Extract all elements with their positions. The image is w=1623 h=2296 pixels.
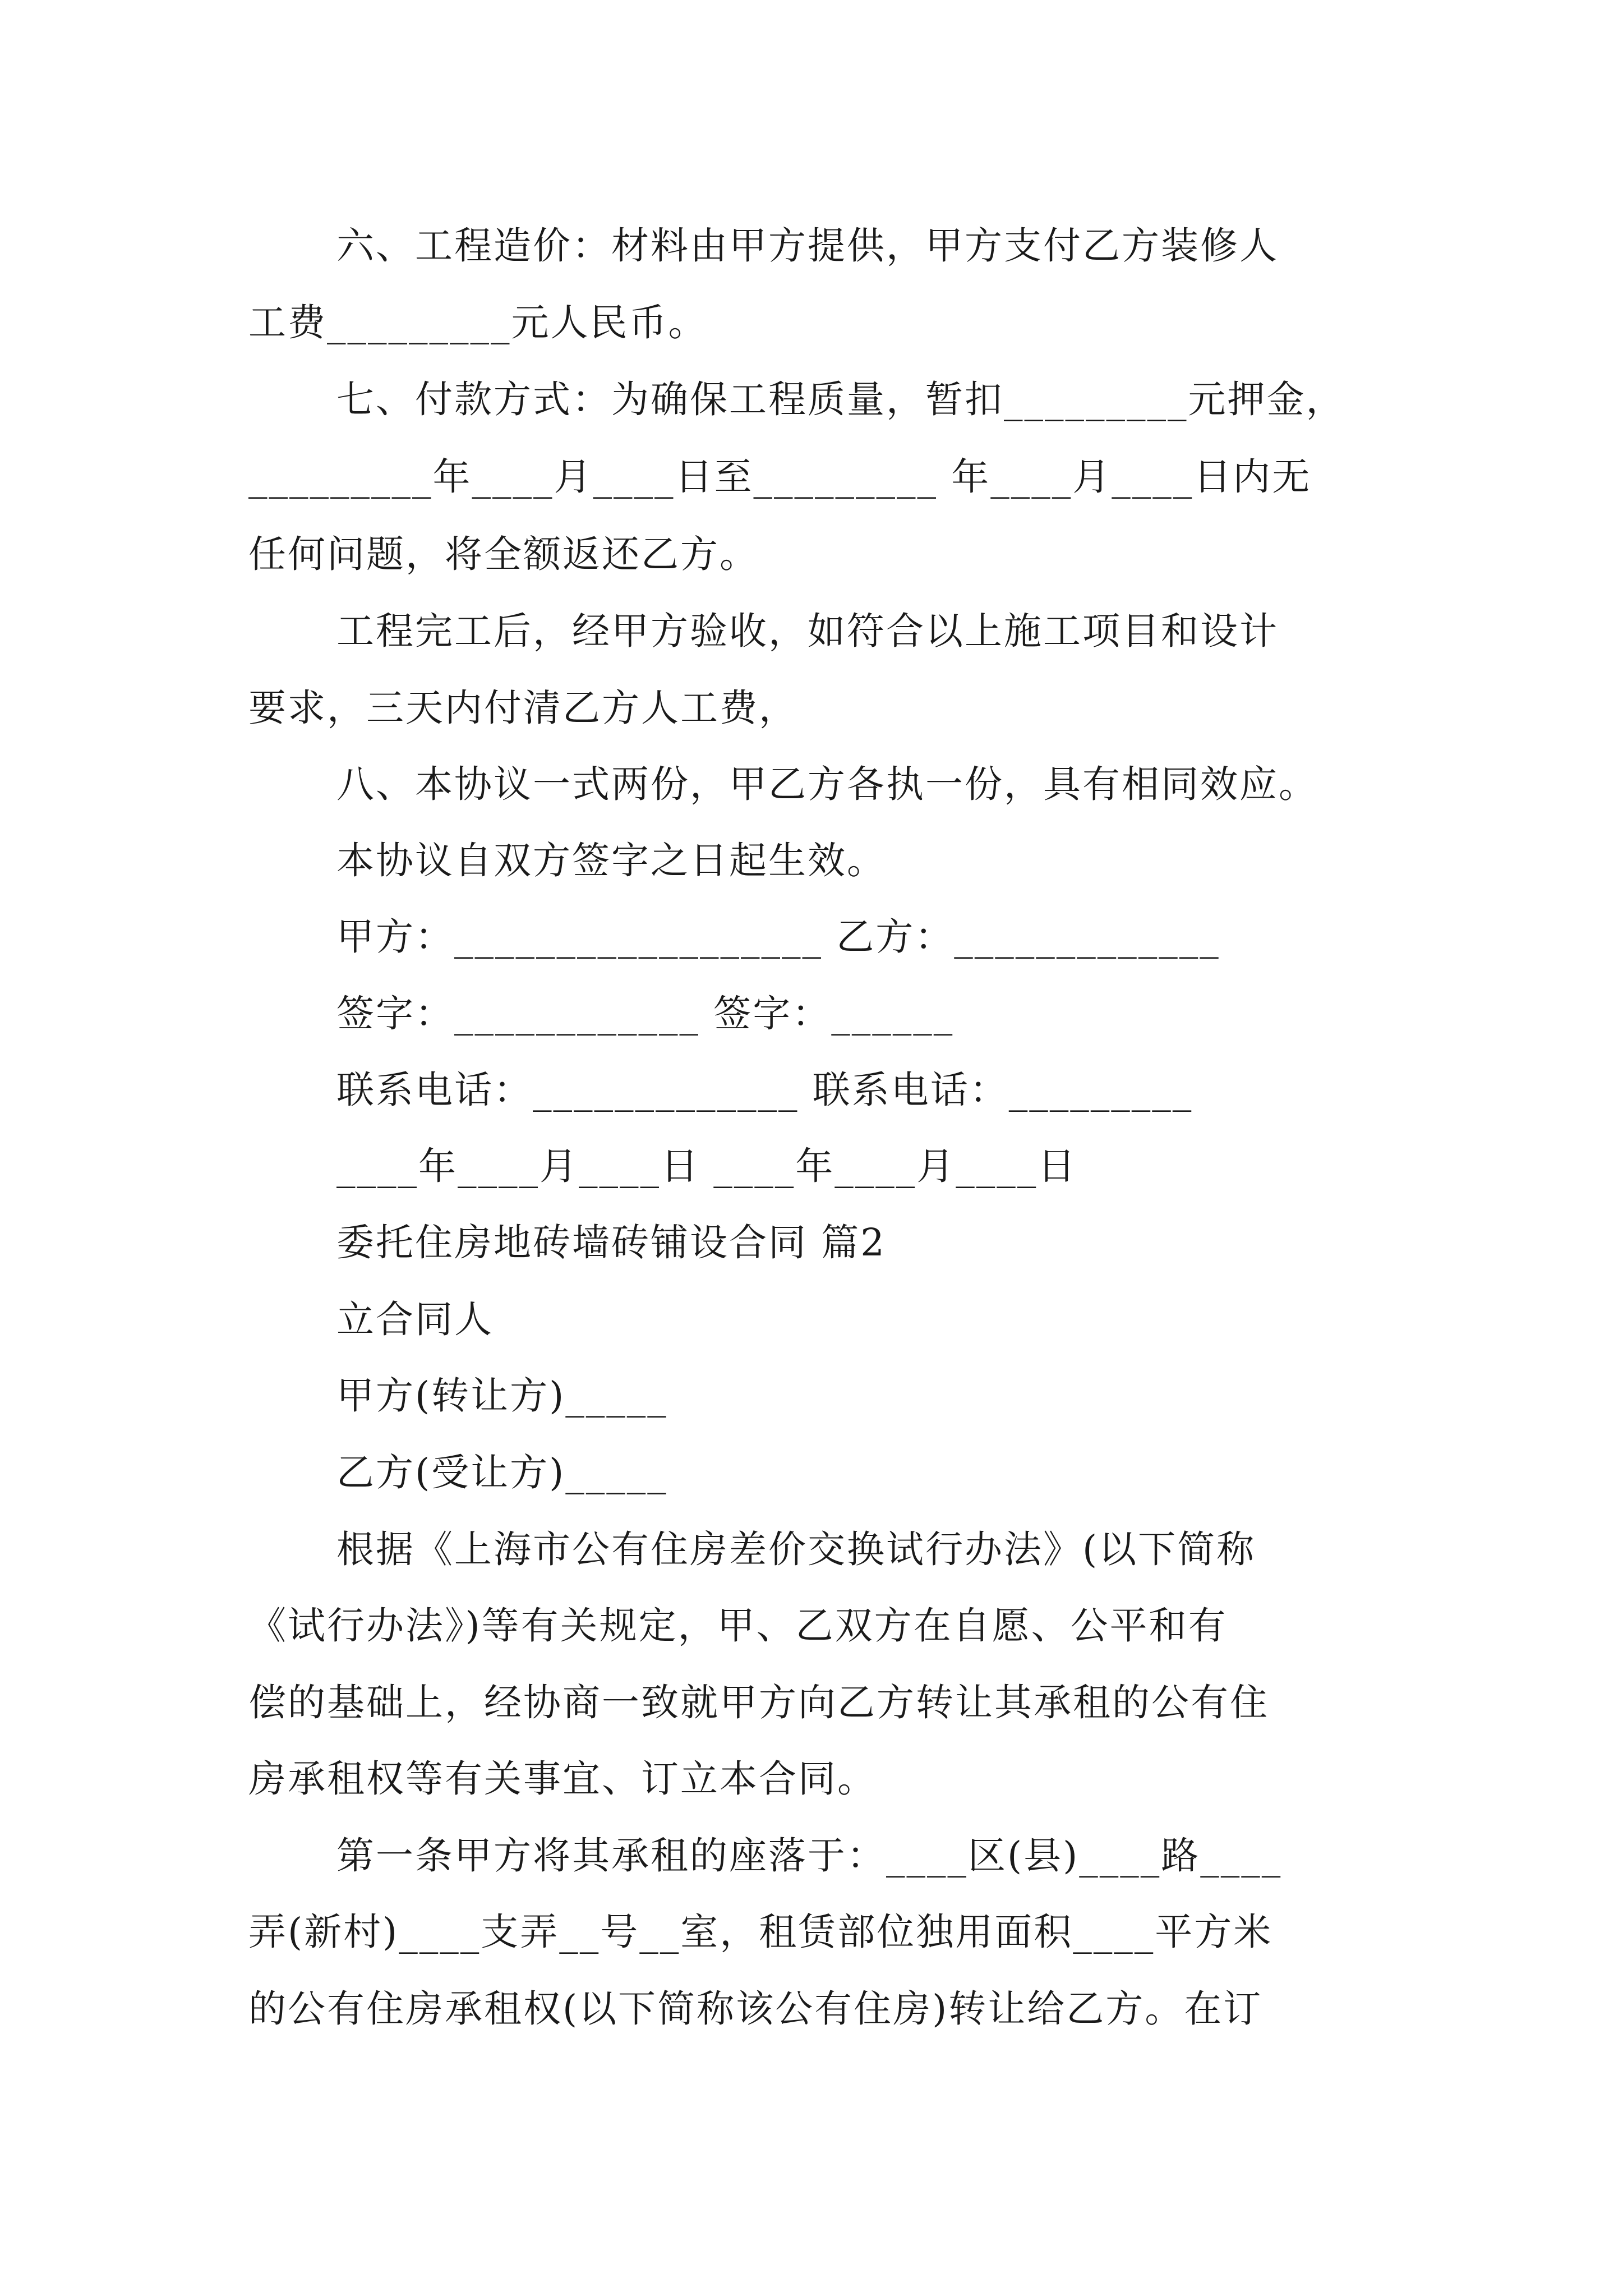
- signature-line: 签字：____________ 签字：______: [336, 992, 955, 1036]
- paragraph-line: 本协议自双方签字之日起生效。: [336, 839, 886, 882]
- paragraph-line: 立合同人: [336, 1297, 494, 1341]
- phone-line: 联系电话：_____________ 联系电话：_________: [336, 1068, 1193, 1112]
- paragraph-line: 《试行办法》)等有关规定，甲、乙双方在自愿、公平和有: [248, 1604, 1228, 1648]
- paragraph-line: 偿的基础上，经协商一致就甲方向乙方转让其承租的公有住: [248, 1681, 1269, 1724]
- paragraph-line: 六、工程造价：材料由甲方提供，甲方支付乙方装修人: [336, 224, 1279, 268]
- section-title: 委托住房地砖墙砖铺设合同 篇2: [336, 1221, 886, 1264]
- paragraph-line: 任何问题，将全额返还乙方。: [248, 532, 759, 576]
- paragraph-line: 八、本协议一式两份，甲乙方各执一份，具有相同效应。: [336, 762, 1318, 806]
- paragraph-line: 七、付款方式：为确保工程质量，暂扣_________元押金，: [336, 378, 1345, 421]
- paragraph-line: 根据《上海市公有住房差价交换试行办法》(以下简称: [336, 1527, 1256, 1571]
- paragraph-line: 工费_________元人民币。: [248, 301, 708, 344]
- paragraph-line: 房承租权等有关事宜、订立本合同。: [248, 1757, 877, 1801]
- date-line: ____年____月____日 ____年____月____日: [336, 1144, 1077, 1188]
- paragraph-line: 要求，三天内付清乙方人工费，: [248, 686, 798, 730]
- paragraph-line: 弄(新村)____支弄__号__室，租赁部位独用面积____平方米: [248, 1910, 1273, 1954]
- paragraph-line: 的公有住房承租权(以下简称该公有住房)转让给乙方。在订: [248, 1987, 1263, 2031]
- paragraph-line: 乙方(受让方)_____: [336, 1451, 668, 1494]
- paragraph-line: _________年____月____日至_________ 年____月____日内无: [248, 455, 1312, 499]
- paragraph-line: 工程完工后，经甲方验收，如符合以上施工项目和设计: [336, 609, 1279, 653]
- paragraph-line: 第一条甲方将其承租的座落于：____区(县)____路____: [336, 1834, 1283, 1878]
- signature-party-line: 甲方：__________________ 乙方：_____________: [336, 915, 1220, 959]
- paragraph-line: 甲方(转让方)_____: [336, 1374, 668, 1418]
